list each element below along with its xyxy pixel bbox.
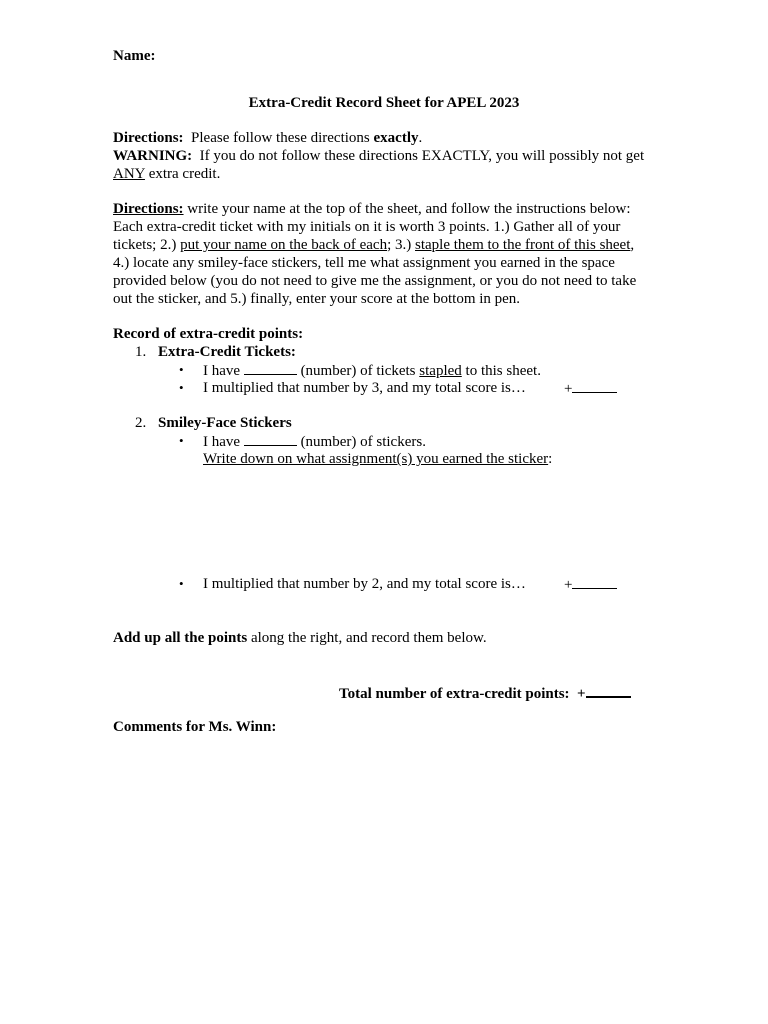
document-title <box>0 94 768 112</box>
item2-stickers-line <box>203 432 426 451</box>
tickets-count-blank[interactable] <box>244 361 297 375</box>
item2-write-instruction <box>203 450 552 468</box>
item1-score-blank[interactable] <box>572 379 617 393</box>
item1-bullet-2: • <box>179 380 184 395</box>
item1-line1-start: I have <box>203 363 244 379</box>
item2-write-underlined: Write down on what assignment(s) you earned the sticker <box>203 451 549 467</box>
comments-label-text: Comments for Ms. Winn: <box>113 719 277 735</box>
directions-body-text-3: , 4.) locate any smiley-face stickers, tell me what assignment you earned in the space provided below (you do not need to give me the assignment, or you do not need to take out the sticker, and 5.) finally, enter your score at the bottom in pen. <box>113 237 637 307</box>
directions-intro-period: . <box>418 130 423 146</box>
item2-score-line: I multiplied that number by 2, and my total score is… <box>203 576 526 592</box>
item1-bullet-1: • <box>179 362 184 377</box>
directions-body-text-2: ; 3.) <box>387 237 416 253</box>
directions-body <box>113 200 645 308</box>
item2-line1-end: (number) of stickers. <box>296 434 426 450</box>
item1-number: 1. <box>135 344 147 360</box>
item1-line1-end: to this sheet. <box>461 363 541 379</box>
item2-title <box>158 414 292 432</box>
item1-score-field <box>564 379 617 398</box>
name-label <box>113 47 155 65</box>
directions-body-underline-2: staple them to the front of this sheet <box>415 237 631 253</box>
item2-title-text: Smiley-Face Stickers <box>158 415 292 431</box>
name-label-text: Name: <box>113 48 156 64</box>
total-points-label: Total number of extra-credit points: + <box>339 686 586 702</box>
warning-paragraph <box>113 147 673 183</box>
item1-score-line: I multiplied that number by 3, and my total score is… <box>203 380 526 396</box>
item2-line1-start: I have <box>203 434 244 450</box>
directions-intro-emph: exactly <box>373 130 419 146</box>
item1-title-text: Extra-Credit Tickets: <box>158 344 296 360</box>
item2-plus: + <box>564 577 573 593</box>
item2-score-field <box>564 575 617 594</box>
add-up-instruction <box>113 629 487 647</box>
title-text: Extra-Credit Record Sheet for APEL 2023 <box>248 95 520 111</box>
item2-bullet-1: • <box>179 433 184 448</box>
stickers-count-blank[interactable] <box>244 432 297 446</box>
item1-stapled: stapled <box>419 363 462 379</box>
warning-tail: extra credit. <box>144 166 221 182</box>
assignment-writing-area[interactable] <box>203 470 643 560</box>
directions-body-underline-1: put your name on the back of each <box>180 237 388 253</box>
directions-intro <box>113 129 658 147</box>
record-heading-text: Record of extra-credit points: <box>113 326 304 342</box>
warning-text: If you do not follow these directions EXACTLY, you will possibly not get <box>192 148 645 164</box>
item2-write-colon: : <box>548 451 553 467</box>
item1-tickets-line <box>203 361 541 380</box>
warning-label: WARNING: <box>113 148 193 164</box>
directions-body-label: Directions: <box>113 201 184 217</box>
total-points-blank[interactable] <box>586 683 631 698</box>
warning-any: ANY <box>113 166 145 182</box>
directions-intro-text: Please follow these directions <box>183 130 374 146</box>
item1-line1-mid: (number) of tickets <box>296 363 420 379</box>
item1-plus: + <box>564 381 573 397</box>
directions-intro-label: Directions: <box>113 130 184 146</box>
directions-body-text-1: write your name at the top of the sheet, and follow the instructions below: Each extra-credit ticket with my initials on it is worth 3 points. 1.) Gather all of your tickets; 2.) <box>113 201 631 253</box>
item2-score-blank[interactable] <box>572 575 617 589</box>
total-points-field <box>339 683 631 703</box>
add-up-rest: along the right, and record them below. <box>247 630 487 646</box>
item1-title <box>158 343 296 361</box>
record-heading <box>113 325 303 343</box>
item2-bullet-2: • <box>179 576 184 591</box>
comments-label <box>113 718 276 736</box>
add-up-bold: Add up all the points <box>113 630 248 646</box>
item2-number: 2. <box>135 415 147 431</box>
